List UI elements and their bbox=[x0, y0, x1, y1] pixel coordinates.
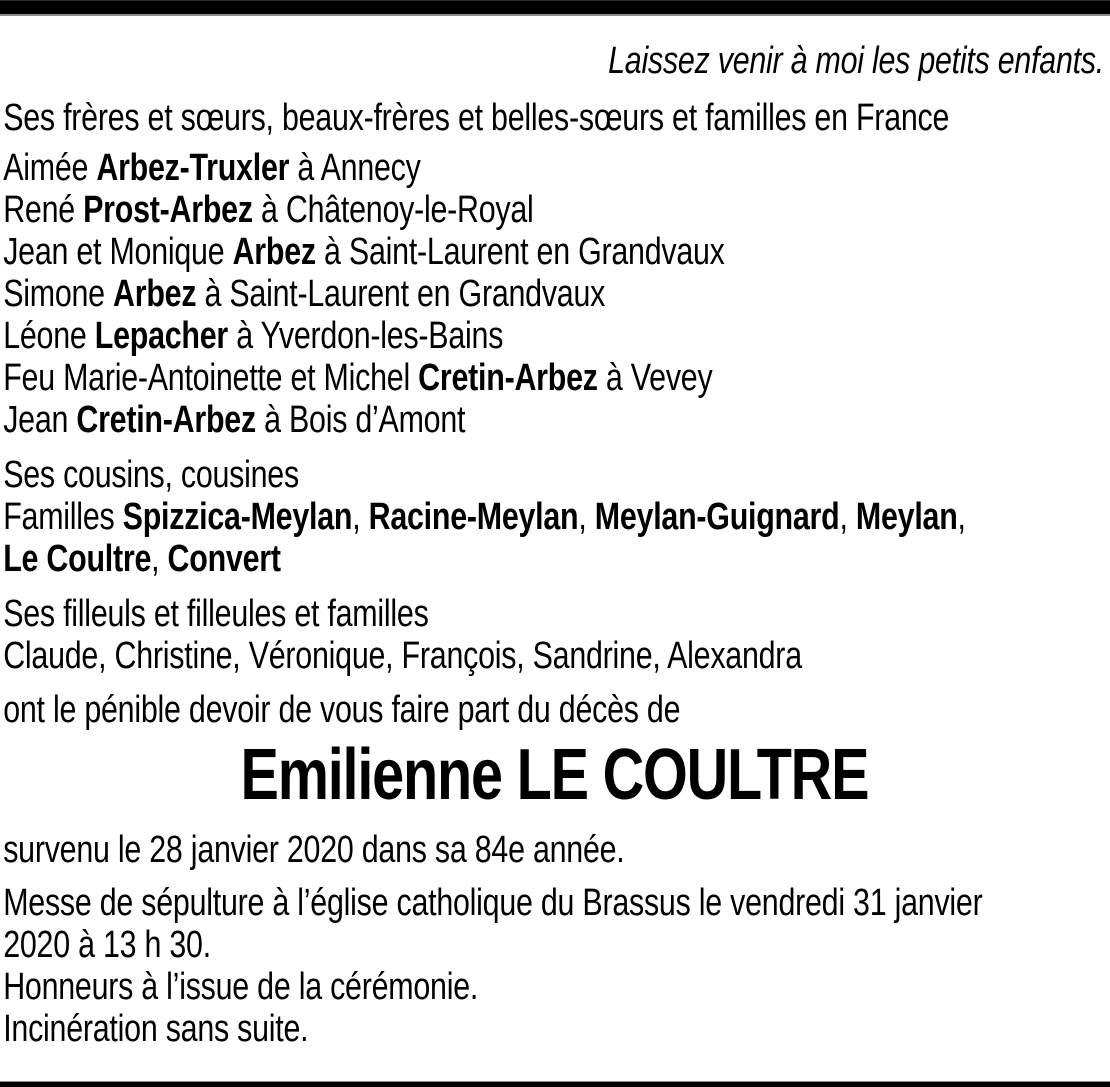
deceased-name bbox=[3, 737, 1105, 813]
text-segment: Jean et Monique bbox=[3, 231, 233, 273]
text-segment: à Vevey bbox=[597, 357, 713, 399]
notice-content bbox=[0, 16, 1110, 1050]
text-segment: Jean bbox=[3, 399, 77, 441]
text-segment: Emilienne LE COULTRE bbox=[240, 735, 869, 815]
cremation bbox=[3, 1008, 1105, 1050]
bold-name-text: Prost-Arbez bbox=[83, 189, 253, 231]
godchildren-header bbox=[3, 593, 1105, 635]
text-segment: Ses frères et sœurs, beaux-frères et belles-sœurs et familles en France bbox=[3, 97, 950, 139]
bold-name-text: Arbez-Truxler bbox=[96, 147, 290, 189]
text-segment: à Saint-Laurent en Grandvaux bbox=[196, 273, 606, 315]
cousins-header bbox=[3, 454, 1105, 496]
text-segment: Aimée bbox=[3, 147, 97, 189]
cousins-families-line bbox=[3, 496, 1105, 538]
bold-name-text: Arbez bbox=[232, 231, 316, 273]
text-segment: , bbox=[839, 496, 856, 538]
funeral-mass bbox=[3, 882, 1105, 966]
bold-name-text: Cretin-Arbez bbox=[76, 399, 256, 441]
text-segment: , bbox=[352, 496, 369, 538]
bold-name-text: Arbez bbox=[113, 273, 197, 315]
text-segment: Ses cousins, cousines bbox=[3, 454, 299, 496]
death-date-line bbox=[3, 829, 1105, 871]
text-segment: Familles bbox=[3, 496, 123, 538]
text-segment: Laissez venir à moi les petits enfants. bbox=[608, 40, 1104, 82]
relatives-list-line bbox=[3, 273, 1105, 315]
honors bbox=[3, 966, 1105, 1008]
text-segment: à Châtenoy-le-Royal bbox=[252, 189, 534, 231]
text-segment: à Annecy bbox=[289, 147, 421, 189]
text-segment: Ses filleuls et filleules et familles bbox=[3, 593, 429, 635]
text-segment: , bbox=[151, 538, 168, 580]
bold-name-text: Spizzica-Meylan bbox=[122, 496, 353, 538]
epigraph bbox=[3, 40, 1105, 82]
intro-family-france-line bbox=[3, 97, 1105, 139]
funeral-mass-line bbox=[3, 924, 1105, 966]
text-segment: à Saint-Laurent en Grandvaux bbox=[315, 231, 725, 273]
relatives-list-line bbox=[3, 231, 1105, 273]
text-segment: René bbox=[3, 189, 84, 231]
text-segment: Incinération sans suite. bbox=[3, 1008, 309, 1050]
text-segment: Léone bbox=[3, 315, 95, 357]
godchildren-names-line bbox=[3, 635, 1105, 677]
relatives-list-line bbox=[3, 315, 1105, 357]
text-segment: Honneurs à l’issue de la cérémonie. bbox=[3, 966, 479, 1008]
intro-family-france bbox=[3, 97, 1105, 139]
text-segment: Messe de sépulture à l’église catholique du Brassus le vendredi 31 janvier bbox=[3, 882, 983, 924]
text-segment: à Bois d’Amont bbox=[255, 399, 466, 441]
bold-name-text: Lepacher bbox=[94, 315, 228, 357]
godchildren-header-line bbox=[3, 593, 1105, 635]
relatives-list-line bbox=[3, 399, 1105, 441]
bold-name-text: Le Coultre bbox=[3, 538, 152, 580]
godchildren-names bbox=[3, 635, 1105, 677]
text-segment: Simone bbox=[3, 273, 114, 315]
relatives-list-line bbox=[3, 189, 1105, 231]
funeral-mass-line bbox=[3, 882, 1105, 924]
cousins-families-line bbox=[3, 538, 1105, 580]
text-segment: , bbox=[578, 496, 595, 538]
bold-name-text: Convert bbox=[167, 538, 281, 580]
text-segment: à Yverdon-les-Bains bbox=[228, 315, 504, 357]
bold-name-text: Meylan bbox=[855, 496, 958, 538]
death-date bbox=[3, 829, 1105, 871]
text-segment: , bbox=[957, 496, 966, 538]
bold-name-text: Cretin-Arbez bbox=[418, 357, 598, 399]
epigraph-line bbox=[3, 40, 1105, 82]
cremation-line bbox=[3, 1008, 1105, 1050]
text-segment: Claude, Christine, Véronique, François, Sandrine, Alexandra bbox=[3, 635, 802, 677]
text-segment: Feu Marie-Antoinette et Michel bbox=[3, 357, 419, 399]
cousins-header-line bbox=[3, 454, 1105, 496]
bold-name-text: Racine-Meylan bbox=[368, 496, 579, 538]
top-rule bbox=[0, 0, 1110, 16]
relatives-list-line bbox=[3, 147, 1105, 189]
honors-line bbox=[3, 966, 1105, 1008]
text-segment: survenu le 28 janvier 2020 dans sa 84e année. bbox=[3, 829, 625, 871]
relatives-list bbox=[3, 147, 1105, 441]
announcement-line bbox=[3, 689, 1105, 731]
text-segment: ont le pénible devoir de vous faire part du décès de bbox=[3, 689, 681, 731]
bold-name-text: Meylan-Guignard bbox=[594, 496, 840, 538]
relatives-list-line bbox=[3, 357, 1105, 399]
cousins-families bbox=[3, 496, 1105, 580]
announcement bbox=[3, 689, 1105, 731]
text-segment: 2020 à 13 h 30. bbox=[3, 924, 211, 966]
deceased-name-line bbox=[3, 737, 1105, 813]
bottom-rule bbox=[0, 1081, 1110, 1087]
